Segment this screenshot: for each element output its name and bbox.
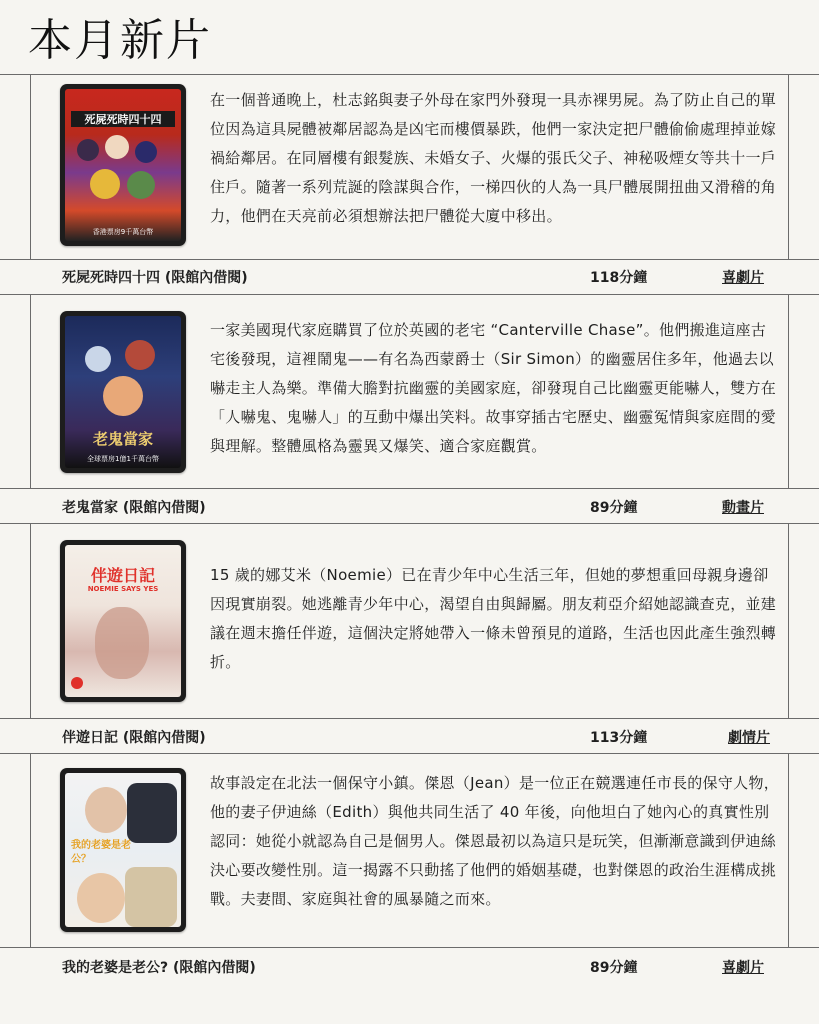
movie-poster[interactable] [60,84,186,246]
poster-figure [105,135,129,159]
movie-description: 在一個普通晚上，杜志銘與妻子外母在家門外發現一具赤裸男屍。為了防止自己的單位因為這具屍體被鄰居認為是凶宅而樓價暴跌，他們一家決定把尸體偷偷處理掉並嫁禍給鄰居。在同層樓有銀髮族、未婚女子、火爆的張氏父子、神秘吸煙女等共十一戶住戶。隨著一系列荒誕的陰謀與合作，一梯四伙的人為一具尸體展開扭曲又滑稽的角力，他們在天亮前必須想辦法把尸體從大廈中移出。 [210,91,777,225]
poster-figure [135,141,157,163]
poster-figure [127,783,177,843]
poster-title: 死屍死時四十四 [71,111,175,127]
divider [0,294,819,295]
poster-footer: 香港票房9千萬台幣 [92,228,154,236]
divider [30,294,31,489]
movie-genre-link[interactable]: 動畫片 [722,500,764,516]
movie-duration: 113分鐘 [590,730,648,746]
poster-title: 老鬼當家 [92,430,153,448]
divider [0,753,819,754]
movie-duration: 89分鐘 [590,960,638,976]
poster-figure [90,169,120,199]
page-title: 本月新片 [28,15,212,66]
divider [0,488,819,489]
movie-title: 死屍死時四十四 (限館內借閱) [62,270,248,286]
poster-figure [125,340,155,370]
divider [30,523,31,719]
poster-figure [77,873,125,923]
divider [0,523,819,524]
poster-subtitle: NOEMIE SAYS YES [87,585,159,593]
movie-duration: 89分鐘 [590,500,638,516]
movie-duration: 118分鐘 [590,270,648,286]
movie-info-row [0,951,819,981]
movie-genre-link[interactable]: 喜劇片 [722,270,764,286]
movie-info-row [0,721,819,751]
poster-figure [125,867,177,927]
poster-figure [95,607,149,679]
movie-info-row [0,261,819,291]
poster-figure [85,346,111,372]
poster-title: 伴遊日記 [90,566,155,585]
movie-poster[interactable] [60,540,186,702]
divider [30,753,31,948]
divider [788,74,789,260]
movie-genre-link[interactable]: 喜劇片 [722,960,764,976]
divider [0,947,819,948]
movie-title: 伴遊日記 (限館內借閱) [62,730,206,746]
divider [0,74,819,75]
poster-figure [127,171,155,199]
movie-poster[interactable] [60,768,186,932]
poster-footer: 全球票房1億1千萬台幣 [87,455,159,463]
movie-genre-link[interactable]: 劇情片 [728,730,770,746]
divider [30,74,31,260]
divider [0,718,819,719]
divider [0,259,819,260]
poster-figure [85,787,127,833]
divider [788,294,789,489]
movie-description: 15 歲的娜艾米（Noemie）已在青少年中心生活三年，但她的夢想重回母親身邊卻因現實崩裂。她逃離青少年中心，渴望自由與歸屬。朋友莉亞介紹她認識查克，並建議在週末擔任伴遊，這個決定將她帶入一條未曾預見的道路，生活也因此產生強烈轉折。 [210,566,777,671]
poster-figure [77,139,99,161]
poster-figure [71,677,83,689]
movie-description: 故事設定在北法一個保守小鎮。傑恩（Jean）是一位正在競選連任市長的保守人物，他的妻子伊迪絲（Edith）與他共同生活了 40 年後，向他坦白了她內心的真實性別認同：她從小就認為自己是個男人。傑恩最初以為這只是玩笑，但漸漸意識到伊迪絲決心要改變性別。這一揭露不只動搖了他們的婚姻基礎，也對傑恩的政治生涯構成挑戰。夫妻間、家庭與社會的風暴隨之而來。 [210,774,780,908]
movie-description: 一家美國現代家庭購買了位於英國的老宅 “Canterville Chase”。他們搬進這座古宅後發現，這裡鬧鬼——有名為西蒙爵士（Sir Simon）的幽靈居住多年，他過去以嚇走主人為樂。準備大膽對抗幽靈的美國家庭，卻發現自己比幽靈更能嚇人，雙方在「人嚇鬼、鬼嚇人」的互動中爆出笑料。故事穿插古宅歷史、幽靈冤情與家庭間的愛與理解。整體風格為靈異又爆笑、適合家庭觀賞。 [210,321,777,455]
movie-title: 老鬼當家 (限館內借閱) [62,500,206,516]
divider [788,753,789,948]
poster-title: 我的老婆是老公？ [71,840,131,865]
poster-figure [103,376,143,416]
divider [788,523,789,719]
movie-title: 我的老婆是老公? (限館內借閱) [62,960,256,976]
movie-info-row [0,491,819,521]
movie-poster[interactable] [60,311,186,473]
